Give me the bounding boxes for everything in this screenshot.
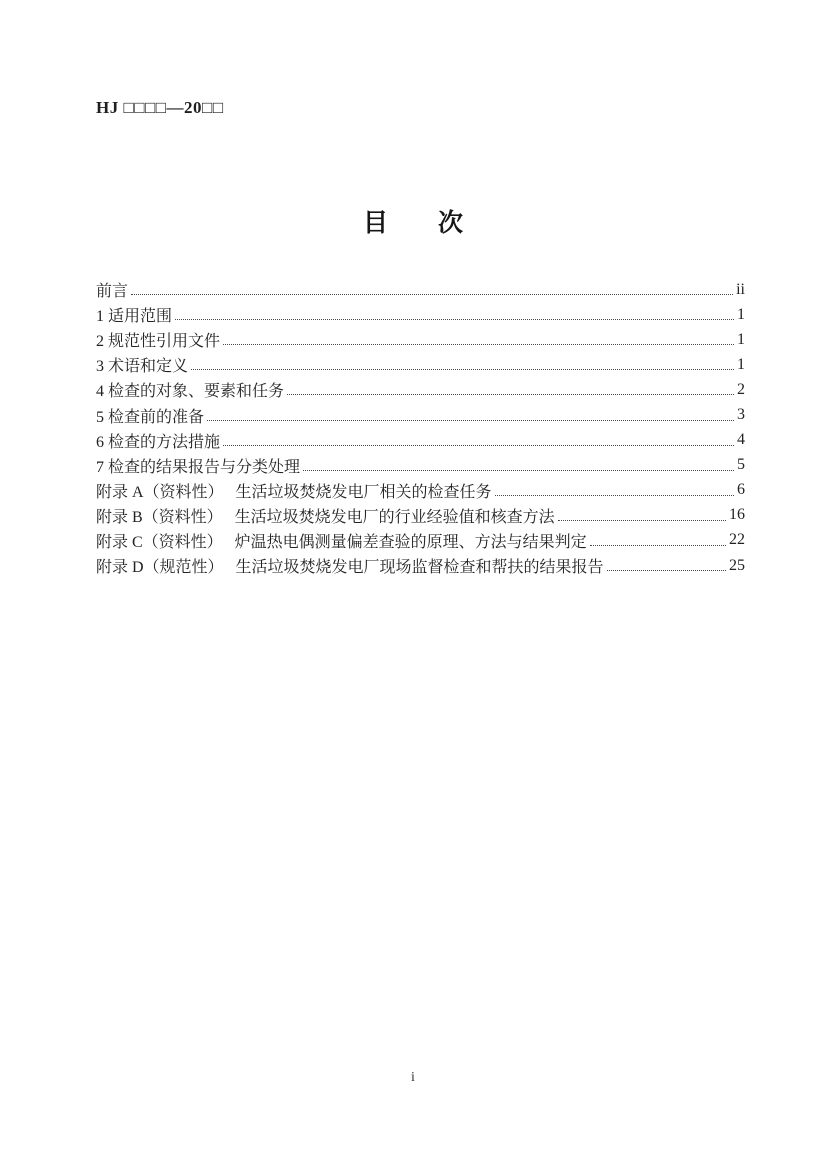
toc-entry-label: 5 检查前的准备 bbox=[96, 408, 205, 426]
toc-entry[interactable] bbox=[96, 503, 745, 528]
toc-entry-page: 1 bbox=[737, 305, 745, 323]
toc-entry-page: 1 bbox=[737, 355, 745, 373]
toc-leader-dots bbox=[495, 495, 734, 496]
toc-entry[interactable] bbox=[96, 453, 745, 478]
toc-entry-page: ii bbox=[736, 280, 745, 298]
toc-entry-page: 2 bbox=[737, 380, 745, 398]
toc-entry[interactable] bbox=[96, 553, 745, 578]
toc-entry[interactable] bbox=[96, 352, 745, 377]
toc-entry-page: 22 bbox=[729, 531, 745, 549]
toc-entry-label: 附录 D（规范性） 生活垃圾焚烧发电厂现场监督检查和帮扶的结果报告 bbox=[96, 559, 604, 577]
toc-entry[interactable] bbox=[96, 478, 745, 503]
table-of-contents bbox=[96, 277, 745, 578]
toc-entry-page: 6 bbox=[737, 481, 745, 499]
toc-leader-dots bbox=[191, 369, 734, 370]
toc-entry-page: 16 bbox=[729, 506, 745, 524]
toc-entry[interactable] bbox=[96, 528, 745, 553]
toc-entry[interactable] bbox=[96, 302, 745, 327]
toc-leader-dots bbox=[287, 394, 734, 395]
toc-entry-label: 3 术语和定义 bbox=[96, 358, 189, 376]
toc-entry-page: 4 bbox=[737, 431, 745, 449]
toc-entry-label: 附录 B（资料性） 生活垃圾焚烧发电厂的行业经验值和核查方法 bbox=[96, 508, 555, 526]
standard-number-header: HJ □□□□—20□□ bbox=[96, 98, 224, 117]
toc-entry[interactable] bbox=[96, 327, 745, 352]
footer-page-number: i bbox=[411, 1070, 415, 1085]
toc-entry-label: 2 规范性引用文件 bbox=[96, 333, 221, 351]
toc-entry-page: 5 bbox=[737, 456, 745, 474]
toc-entry-label: 7 检查的结果报告与分类处理 bbox=[96, 458, 301, 476]
toc-leader-dots bbox=[223, 445, 734, 446]
toc-leader-dots bbox=[607, 570, 726, 571]
toc-leader-dots bbox=[303, 470, 734, 471]
toc-leader-dots bbox=[207, 420, 734, 421]
toc-entry-label: 1 适用范围 bbox=[96, 308, 173, 326]
toc-entry-page: 25 bbox=[729, 556, 745, 574]
toc-entry[interactable] bbox=[96, 377, 745, 402]
toc-entry-label: 前言 bbox=[96, 283, 129, 301]
toc-leader-dots bbox=[131, 294, 733, 295]
toc-leader-dots bbox=[175, 319, 734, 320]
toc-entry-label: 附录 C（资料性） 炉温热电偶测量偏差查验的原理、方法与结果判定 bbox=[96, 533, 587, 551]
toc-leader-dots bbox=[223, 344, 734, 345]
toc-leader-dots bbox=[558, 520, 726, 521]
toc-entry[interactable] bbox=[96, 277, 745, 302]
toc-entry-label: 附录 A（资料性） 生活垃圾焚烧发电厂相关的检查任务 bbox=[96, 483, 492, 501]
toc-entry[interactable] bbox=[96, 428, 745, 453]
toc-entry-page: 3 bbox=[737, 406, 745, 424]
toc-entry-page: 1 bbox=[737, 330, 745, 348]
page-title: 目 次 bbox=[362, 210, 463, 237]
toc-entry-label: 4 检查的对象、要素和任务 bbox=[96, 383, 285, 401]
toc-entry-label: 6 检查的方法措施 bbox=[96, 433, 221, 451]
toc-leader-dots bbox=[590, 545, 726, 546]
toc-entry[interactable] bbox=[96, 402, 745, 427]
